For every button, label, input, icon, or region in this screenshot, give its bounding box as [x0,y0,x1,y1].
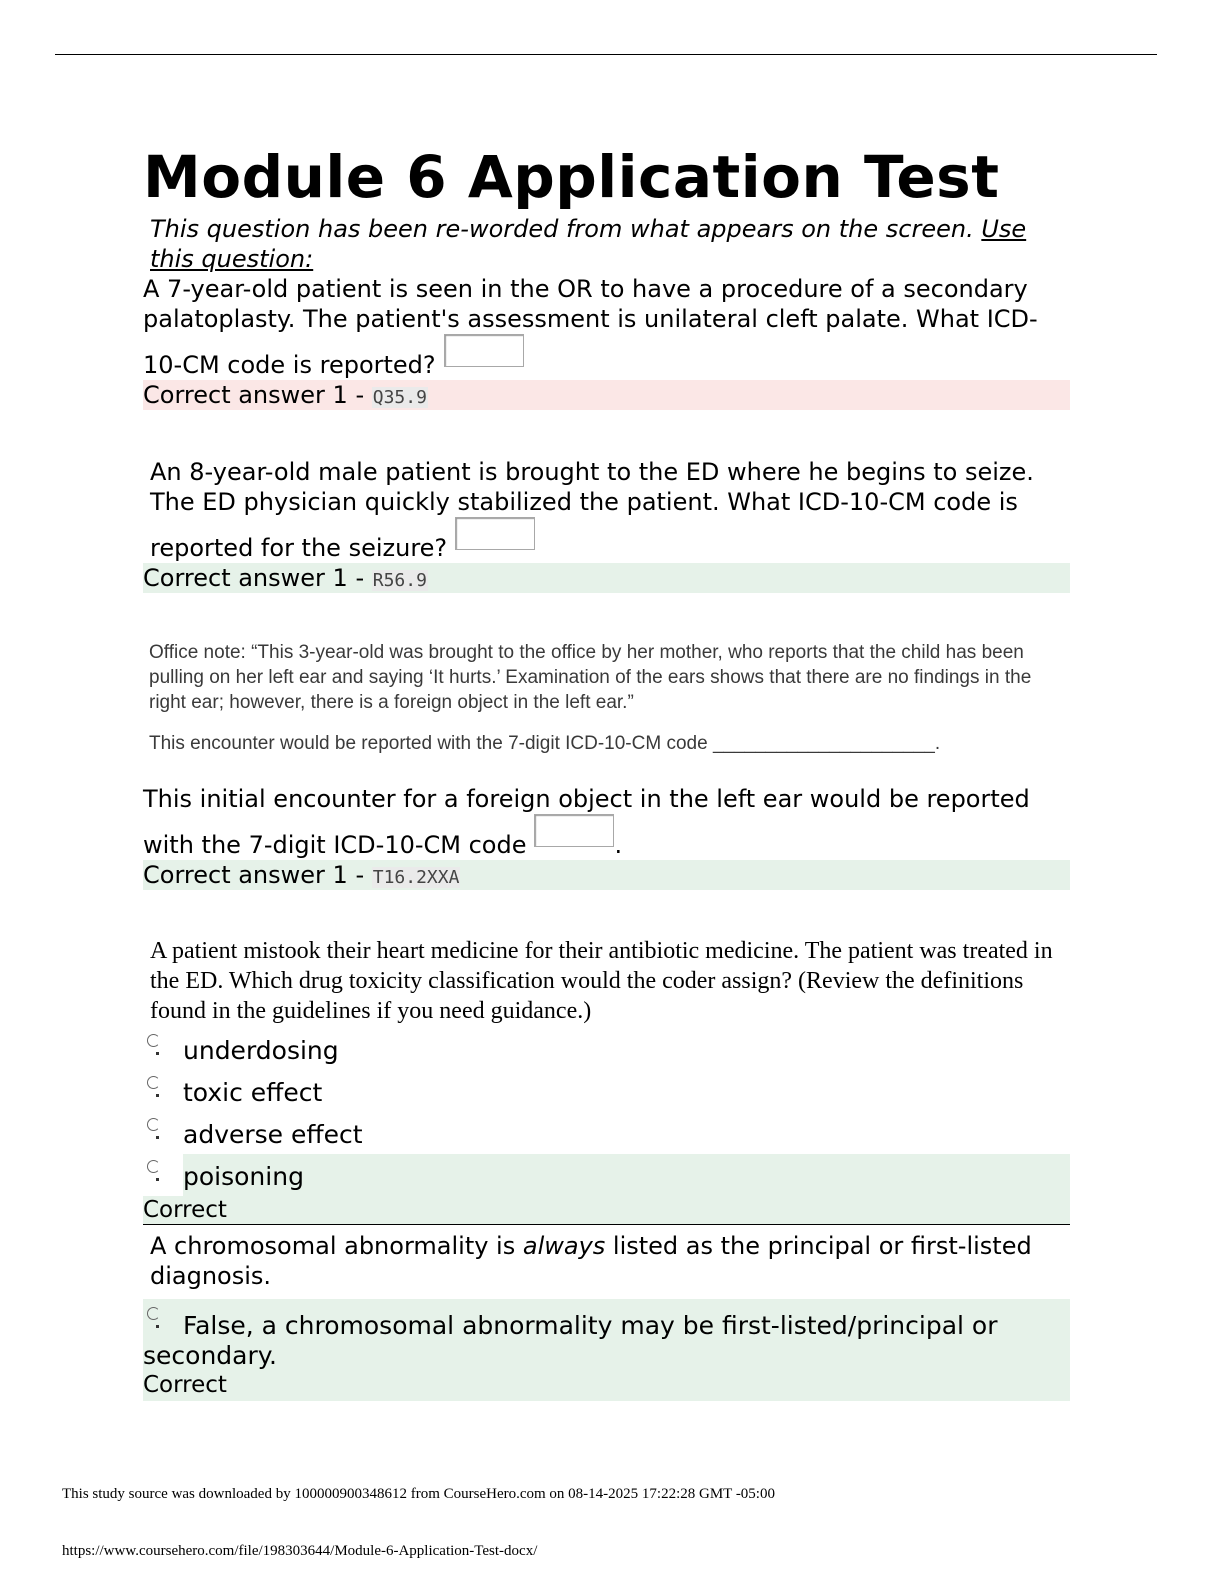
option-label: toxic effect [183,1078,323,1107]
option-toxic-effect[interactable] [143,1070,1070,1112]
radio-dot-icon [156,1325,159,1328]
download-source-footer: This study source was downloaded by 100000900348612 from CourseHero.com on 08-14-2025 17:22:28 GMT -05:00 [62,1486,775,1502]
question-4-text: A patient mistook their heart medicine for their antibiotic medicine. The patient was treated in the ED. Which drug toxicity classification would the coder assign? (Review the definitions found in the guidelines if you need guidance.) [150,938,1053,1024]
radio-icon[interactable] [147,1118,160,1131]
question-3-period: . [614,831,623,859]
question-text [143,784,1070,860]
question-5 [143,1231,1070,1401]
correct-answer-label: Correct answer 1 - [143,381,372,409]
page-title: Module 6 Application Test [143,143,1000,211]
correct-answer-label: Correct answer 1 - [143,564,372,592]
option-underdosing[interactable] [143,1028,1070,1070]
radio-dot-icon [156,1094,159,1097]
option-label: adverse effect [183,1120,363,1149]
correct-answer-label: Correct answer 1 - [143,861,372,889]
answer-input[interactable] [444,334,524,367]
reworded-note-text: This question has been re-worded from what appears on the screen. [150,215,982,243]
question-5-text-end: listed as the principal or first-listed diagnosis. [150,1232,1032,1290]
radio-dot-icon [156,1136,159,1139]
radio-icon[interactable] [147,1307,160,1320]
question-3-text: This initial encounter for a foreign object in the left ear would be reported with the 7-digit ICD-10-CM code [143,785,1030,859]
correct-answer-bar [143,380,1070,410]
correct-answer-code: T16.2XXA [372,867,460,888]
option-adverse-effect[interactable] [143,1112,1070,1154]
radio-icon[interactable] [147,1076,160,1089]
correct-answer-bar [143,860,1070,890]
radio-dot-icon [156,1178,159,1181]
question-text [143,457,1070,563]
question-1-text: A 7-year-old patient is seen in the OR to have a procedure of a secondary palatoplasty. The patient's assessment is unilateral cleft palate. What ICD-10-CM code is reported? [143,275,1038,379]
question-1 [143,214,1070,410]
source-url-footer: https://www.coursehero.com/file/198303644/Module-6-Application-Test-docx/ [62,1543,538,1559]
answer-input[interactable] [534,814,614,847]
use-this-question-label: Use this question: [150,215,1027,273]
question-text [143,274,1070,380]
option-false[interactable]: False, a chromosomal abnormality may be first-listed/principal or secondary. [143,1311,998,1370]
option-label: poisoning [183,1162,304,1191]
question-2-text: An 8-year-old male patient is brought to the ED where he begins to seize. The ED physician quickly stabilized the patient. What ICD-10-CM code is reported for the seizure? [150,458,1034,562]
radio-icon[interactable] [147,1034,160,1047]
document-content [143,140,1070,1401]
option-label: underdosing [183,1036,339,1065]
question-text [143,1231,1070,1291]
question-4 [143,936,1070,1224]
office-note-prompt: This encounter would be reported with the 7-digit ICD-10-CM code _____________________. [149,733,941,754]
selected-option-block [143,1299,1070,1401]
correct-answer-code: R56.9 [372,570,427,591]
selected-option-block [143,1154,1070,1224]
correct-answer-code: Q35.9 [372,387,427,408]
correct-answer-bar [143,563,1070,593]
office-note-image [149,640,1070,756]
answer-input[interactable] [455,517,535,550]
option-list [143,1028,1070,1224]
correct-feedback: Correct [143,1196,1070,1224]
option-poisoning[interactable] [143,1154,1070,1196]
correct-feedback: Correct [143,1372,227,1398]
question-5-text-start: A chromosomal abnormality is [150,1232,523,1260]
radio-dot-icon [156,1052,159,1055]
top-rule [55,54,1157,55]
question-2 [143,457,1070,593]
reworded-note [143,214,1070,274]
office-note-text: Office note: “This 3-year-old was brought to the office by her mother, who reports that the child has been pulling on her left ear and saying ‘It hurts.’ Examination of the ears shows that there are no findings in the right ear; however, there is a foreign object in the left ear.” [149,642,1032,713]
section-divider [143,1224,1070,1225]
radio-icon[interactable] [147,1160,160,1173]
question-5-emphasis: always [522,1232,606,1260]
question-3 [143,640,1070,890]
